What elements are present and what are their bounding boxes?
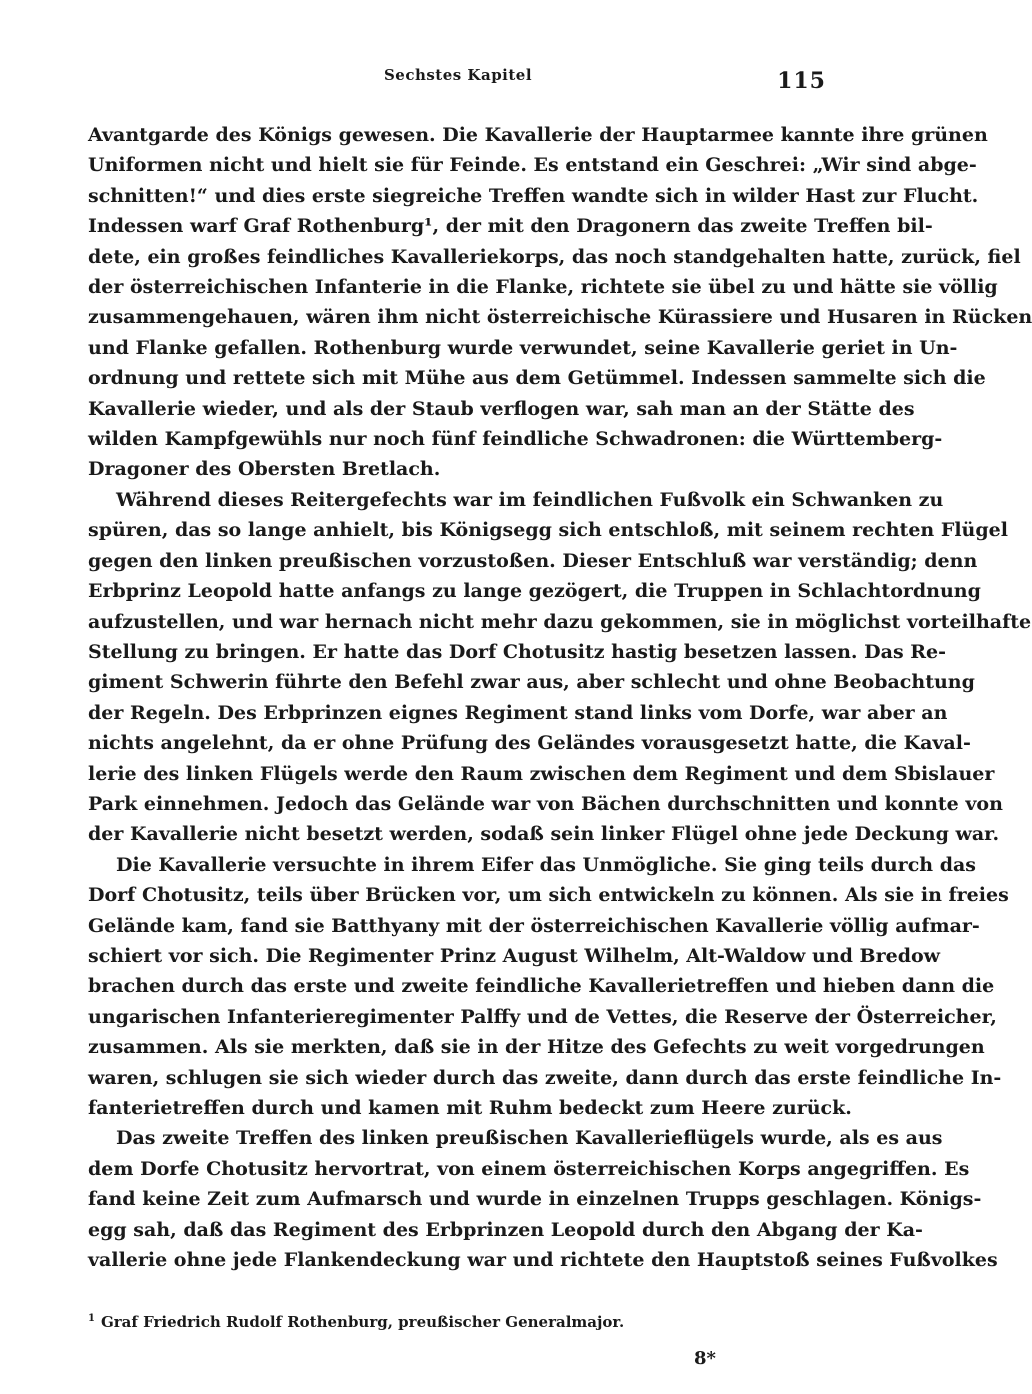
text-line: egg sah, daß das Regiment des Erbprinzen Leopold durch den Abgang der Ka- bbox=[88, 1218, 923, 1241]
text-line: Stellung zu bringen. Er hatte das Dorf Chotusitz hastig besetzen lassen. Das Re- bbox=[88, 640, 947, 663]
text-line: der Kavallerie nicht besetzt werden, sodaß sein linker Flügel ohne jede Deckung war. bbox=[88, 823, 1000, 846]
text-line: giment Schwerin führte den Befehl zwar aus, aber schlecht und ohne Beobachtung bbox=[88, 671, 975, 694]
text-line: Während dieses Reitergefechts war im feindlichen Fußvolk ein Schwanken zu bbox=[116, 488, 944, 511]
text-line: spüren, das so lange anhielt, bis Königsegg sich entschloß, mit seinem rechten Flügel bbox=[88, 519, 1008, 542]
footnote bbox=[88, 1313, 828, 1331]
text-line: dete, ein großes feindliches Kavalleriekorps, das noch standgehalten hatte, zurück, fiel bbox=[88, 245, 1021, 268]
text-line: Dragoner des Obersten Bretlach. bbox=[88, 458, 441, 481]
text-line: der österreichischen Infanterie in die Flanke, richtete sie übel zu und hätte sie völlig bbox=[88, 276, 998, 299]
text-line: vallerie ohne jede Flankendeckung war und richtete den Hauptstoß seines Fußvolkes bbox=[88, 1249, 998, 1272]
text-line: Avantgarde des Königs gewesen. Die Kavallerie der Hauptarmee kannte ihre grünen bbox=[88, 124, 988, 146]
text-line: schnitten!“ und dies erste siegreiche Treffen wandte sich in wilder Hast zur Flucht. bbox=[88, 184, 979, 207]
text-line: wilden Kampfgewühls nur noch fünf feindliche Schwadronen: die Württemberg- bbox=[88, 428, 943, 451]
text-line: zusammen. Als sie merkten, daß sie in der Hitze des Gefechts zu weit vorgedrungen bbox=[88, 1036, 985, 1059]
text-line: Das zweite Treffen des linken preußischen Kavallerieflügels wurde, als es aus bbox=[116, 1127, 943, 1150]
text-line: Die Kavallerie versuchte in ihrem Eifer das Unmögliche. Sie ging teils durch das bbox=[116, 853, 976, 876]
text-line: brachen durch das erste und zweite feindliche Kavallerietreffen und hieben dann die bbox=[88, 975, 995, 998]
text-line: fanterietreffen durch und kamen mit Ruhm bedeckt zum Heere zurück. bbox=[88, 1097, 852, 1119]
text-line: Indessen warf Graf Rothenburg¹, der mit den Dragonern das zweite Treffen bil- bbox=[88, 215, 933, 238]
text-line: zusammengehauen, wären ihm nicht österreichische Kürassiere und Husaren in Rücken bbox=[88, 306, 1032, 329]
text-line: Erbprinz Leopold hatte anfangs zu lange gezögert, die Truppen in Schlachtordnung bbox=[88, 580, 981, 603]
text-line: lerie des linken Flügels werde den Raum zwischen dem Regiment und dem Sbislauer bbox=[88, 762, 995, 785]
text-line: gegen den linken preußischen vorzustoßen. Dieser Entschluß war verständig; denn bbox=[88, 549, 978, 572]
text-line: der Regeln. Des Erbprinzen eignes Regiment stand links vom Dorfe, war aber an bbox=[88, 701, 948, 724]
text-line: Kavallerie wieder, und als der Staub verflogen war, sah man an der Stätte des bbox=[88, 397, 915, 420]
page-number: 115 bbox=[777, 68, 826, 94]
text-line: fand keine Zeit zum Aufmarsch und wurde in einzelnen Trupps geschlagen. Königs- bbox=[88, 1188, 982, 1211]
text-line: Park einnehmen. Jedoch das Gelände war von Bächen durchschnitten und konnte von bbox=[88, 792, 1003, 815]
text-line: und Flanke gefallen. Rothenburg wurde verwundet, seine Kavallerie geriet in Un- bbox=[88, 336, 958, 359]
text-line: Uniformen nicht und hielt sie für Feinde. Es entstand ein Geschrei: „Wir sind abge- bbox=[88, 154, 977, 177]
signature-mark: 8* bbox=[694, 1348, 716, 1369]
text-line: Gelände kam, fand sie Batthyany mit der österreichischen Kavallerie völlig aufmar- bbox=[88, 914, 980, 937]
text-line: aufzustellen, und war hernach nicht mehr dazu gekommen, sie in möglichst vorteilhafte bbox=[88, 610, 1032, 633]
text-line: ungarischen Infanterieregimenter Palffy und de Vettes, die Reserve der Österreicher, bbox=[88, 1005, 997, 1028]
text-line: nichts angelehnt, da er ohne Prüfung des Geländes vorausgesetzt hatte, die Kaval- bbox=[88, 732, 971, 755]
body-text bbox=[88, 120, 1032, 1275]
text-line: dem Dorfe Chotusitz hervortrat, von einem österreichischen Korps angegriffen. Es bbox=[88, 1157, 970, 1180]
page-header bbox=[88, 66, 828, 100]
text-line: schiert vor sich. Die Regimenter Prinz August Wilhelm, Alt-Waldow und Bredow bbox=[88, 944, 941, 967]
footnote-text: Graf Friedrich Rudolf Rothenburg, preußischer Generalmajor. bbox=[100, 1313, 625, 1331]
text-line: waren, schlugen sie sich wieder durch das zweite, dann durch das erste feindliche In- bbox=[88, 1066, 1002, 1089]
running-title: Sechstes Kapitel bbox=[383, 66, 533, 84]
footnote-marker: 1 bbox=[88, 1313, 95, 1324]
text-line: Dorf Chotusitz, teils über Brücken vor, um sich entwickeln zu können. Als sie in freies bbox=[88, 884, 1009, 907]
text-line: ordnung und rettete sich mit Mühe aus dem Getümmel. Indessen sammelte sich die bbox=[88, 367, 986, 390]
